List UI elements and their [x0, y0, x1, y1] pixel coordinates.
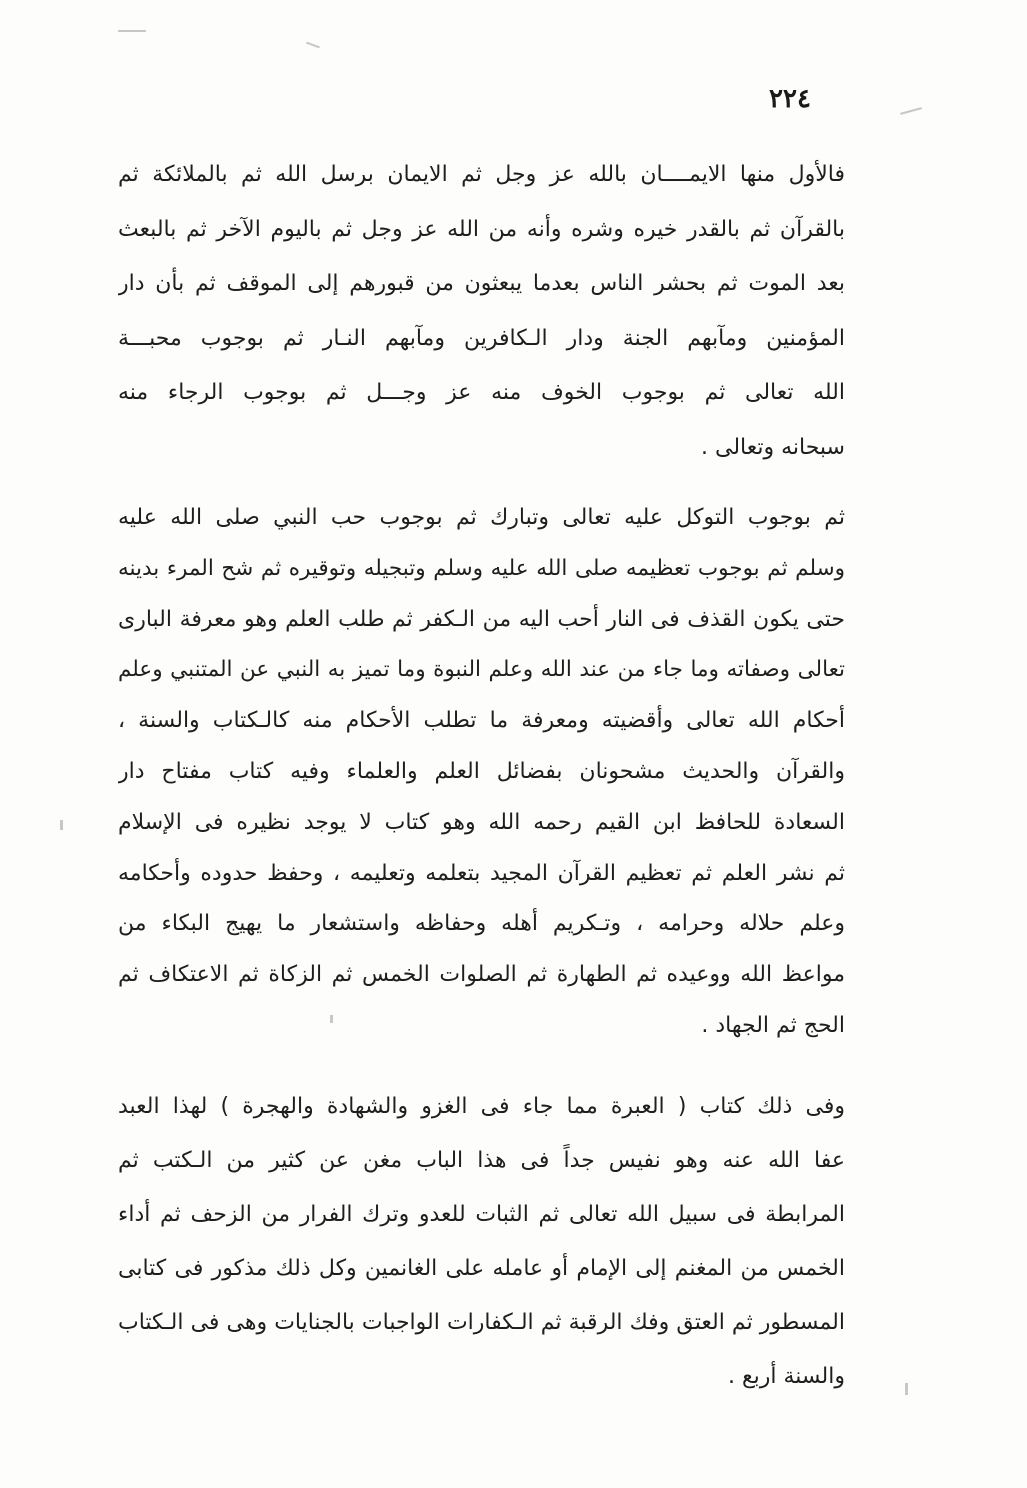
text-line: والسنة أربع . [727, 1364, 845, 1389]
text-line: سبحانه وتعالى . [701, 434, 845, 460]
text-line: وسلم ثم بوجوب تعظيمه صلى الله عليه وسلم وتبجيله وتوقيره ثم شح المرء بدينه [118, 555, 845, 581]
scan-speck [60, 820, 63, 830]
text-line: والقرآن والحديث مشحونان بفضائل العلم والعلماء وفيه كتاب مفتاح دار [118, 758, 845, 784]
scan-speck [900, 107, 922, 115]
paragraph-3 [118, 1080, 845, 1404]
paragraph-1 [118, 148, 845, 475]
text-line: السعادة للحافظ ابن القيم رحمه الله وهو كتاب لا يوجد نظيره فى الإسلام [118, 809, 845, 835]
text-line: حتى يكون القذف فى النار أحب اليه من الـكفر ثم طلب العلم وهو معرفة البارى [118, 606, 845, 632]
text-line: بالقرآن ثم بالقدر خيره وشره وأنه من الله عز وجل ثم باليوم الآخر ثم بالبعث [118, 216, 845, 242]
text-line: بعد الموت ثم بحشر الناس بعدما يبعثون من قبورهم إلى الموقف ثم بأن دار [118, 271, 845, 296]
text-line: وعلم حلاله وحرامه ، وتـكريم أهله وحفاظه واستشعار ما يهيج البكاء من [118, 911, 845, 937]
text-line: الحج ثم الجهاد . [701, 1012, 845, 1038]
text-line: ثم بوجوب التوكل عليه تعالى وتبارك ثم بوجوب حب النبي صلى الله عليه [118, 505, 845, 530]
text-line: مواعظ الله ووعيده ثم الطهارة ثم الصلوات الخمس ثم الزكاة ثم الاعتكاف ثم [118, 962, 845, 988]
scan-speck [118, 30, 146, 32]
scan-speck [905, 1383, 908, 1395]
text-line: أحكام الله تعالى وأقضيته ومعرفة ما تطلب الأحكام منه كالـكتاب والسنة ، [118, 708, 845, 734]
text-line: الخمس من المغنم إلى الإمام أو عامله على الغانمين وكل ذلك مذكور فى كتابى [118, 1256, 845, 1281]
text-line: وفى ذلك كتاب ( العبرة مما جاء فى الغزو والشهادة والهجرة ) لهذا العبد [118, 1094, 845, 1119]
text-line: تعالى وصفاته وما جاء من عند الله وعلم النبوة وما تميز به النبي عن المتنبي وعلم [118, 657, 845, 683]
paragraph-2 [118, 493, 845, 1052]
text-line: المرابطة فى سبيل الله تعالى ثم الثبات للعدو وترك الفرار من الزحف ثم أداء [118, 1202, 845, 1227]
text-line: فالأول منها الايمــــان بالله عز وجل ثم الايمان برسل الله ثم بالملائكة ثم [118, 162, 845, 187]
text-line: الله تعالى ثم بوجوب الخوف منه عز وجـــل ثم بوجوب الرجاء منه [118, 380, 845, 405]
text-line: ثم نشر العلم ثم تعظيم القرآن المجيد بتعلمه وتعليمه ، وحفظ حدوده وأحكامه [118, 860, 845, 886]
page-number: ٢٢٤ [769, 84, 811, 114]
scan-speck [306, 42, 320, 49]
text-line: المسطور ثم العتق وفك الرقبة ثم الـكفارات الواجبات بالجنايات وهى فى الـكتاب [118, 1310, 845, 1335]
text-line: المؤمنين ومآبهم الجنة ودار الـكافرين ومآبهم النـار ثم بوجوب محبـــة [118, 325, 845, 351]
text-line: عفا الله عنه وهو نفيس جداً فى هذا الباب مغن عن كثير من الـكتب ثم [118, 1148, 845, 1173]
